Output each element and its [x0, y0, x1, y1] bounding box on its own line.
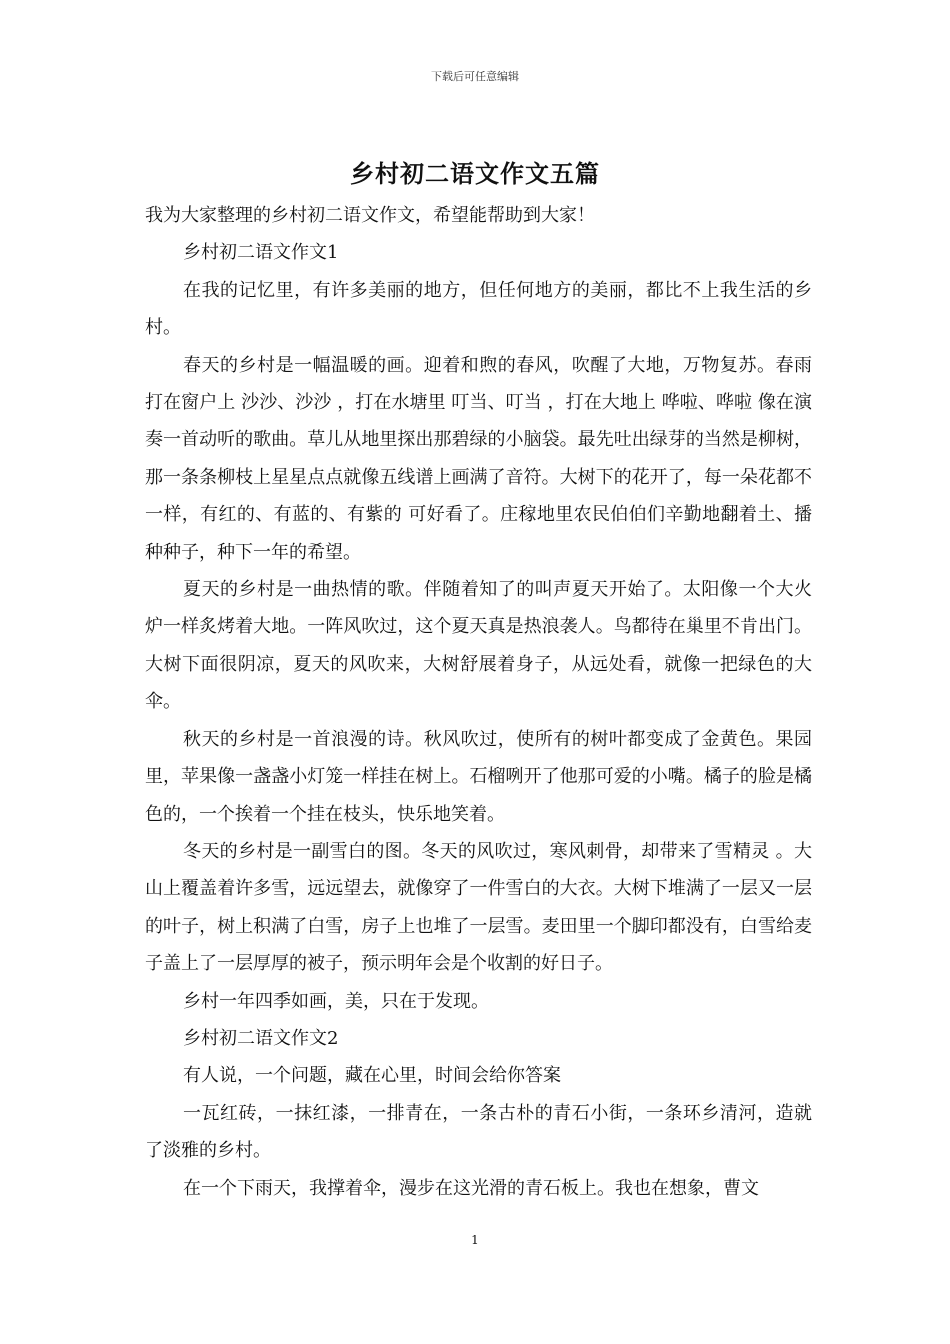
- document-title: 乡村初二语文作文五篇: [350, 159, 600, 188]
- paragraph: 冬天的乡村是一副雪白的图。冬天的风吹过，寒风刺骨，却带来了雪精灵 。大山上覆盖着许多雪，远远望去，就像穿了一件雪白的大衣。大树下堆满了一层又一层的叶子，树上积满了白雪，房子上也堆了一层雪。麦田里一个脚印都没有，白雪给麦子盖上了一层厚厚的被子，预示明年会是个收割的好日子。: [145, 840, 812, 975]
- page-number: 1: [471, 1233, 479, 1247]
- header-note: 下载后可任意编辑: [431, 70, 519, 83]
- paragraph: 有人说，一个问题，藏在心里，时间会给你答案: [183, 1065, 561, 1087]
- paragraph: 在我的记忆里，有许多美丽的地方，但任何地方的美丽，都比不上我生活的乡村。: [145, 279, 812, 339]
- paragraph: 在一个下雨天，我撑着伞，漫步在这光滑的青石板上。我也在想象，曹文: [183, 1177, 759, 1199]
- document-body: [145, 197, 812, 1207]
- paragraph: 夏天的乡村是一曲热情的歌。伴随着知了的叫声夏天开始了。太阳像一个大火炉一样炙烤着大地。一阵风吹过，这个夏天真是热浪袭人。鸟都待在巢里不肯出门。大树下面很阴凉，夏天的风吹来，大树舒展着身子，从远处看，就像一把绿色的大伞。: [145, 579, 812, 713]
- essay-2-heading: 乡村初二语文作文2: [183, 1027, 339, 1049]
- paragraph: 秋天的乡村是一首浪漫的诗。秋风吹过，使所有的树叶都变成了金黄色。果园里，苹果像一盏盏小灯笼一样挂在树上。石榴咧开了他那可爱的小嘴。橘子的脸是橘色的，一个挨着一个挂在枝头，快乐地笑着。: [145, 728, 812, 825]
- paragraph: 乡村一年四季如画，美，只在于发现。: [183, 990, 489, 1012]
- intro-paragraph: 我为大家整理的乡村初二语文作文，希望能帮助到大家！: [145, 205, 595, 226]
- paragraph: 一瓦红砖，一抹红漆，一排青在，一条古朴的青石小街，一条环乡清河，造就了淡雅的乡村。: [145, 1102, 812, 1162]
- essay-1-heading: 乡村初二语文作文1: [183, 242, 339, 264]
- paragraph: 春天的乡村是一幅温暖的画。迎着和煦的春风，吹醒了大地，万物复苏。春雨打在窗户上 沙沙、沙沙 ，打在水塘里 叮当、叮当 ，打在大地上 哗啦、哗啦 像在演奏一首动听的歌曲。草儿从地里探出那碧绿的小脑袋。最先吐出绿芽的当然是柳树，那一条条柳枝上星星点点就像五线谱上画满了音符。大树下的花开了，每一朵花都不一样，有红的、有蓝的、有紫的 可好看了。庄稼地里农民伯伯们辛勤地翻着土、播种种子，种下一年的希望。: [145, 354, 812, 563]
